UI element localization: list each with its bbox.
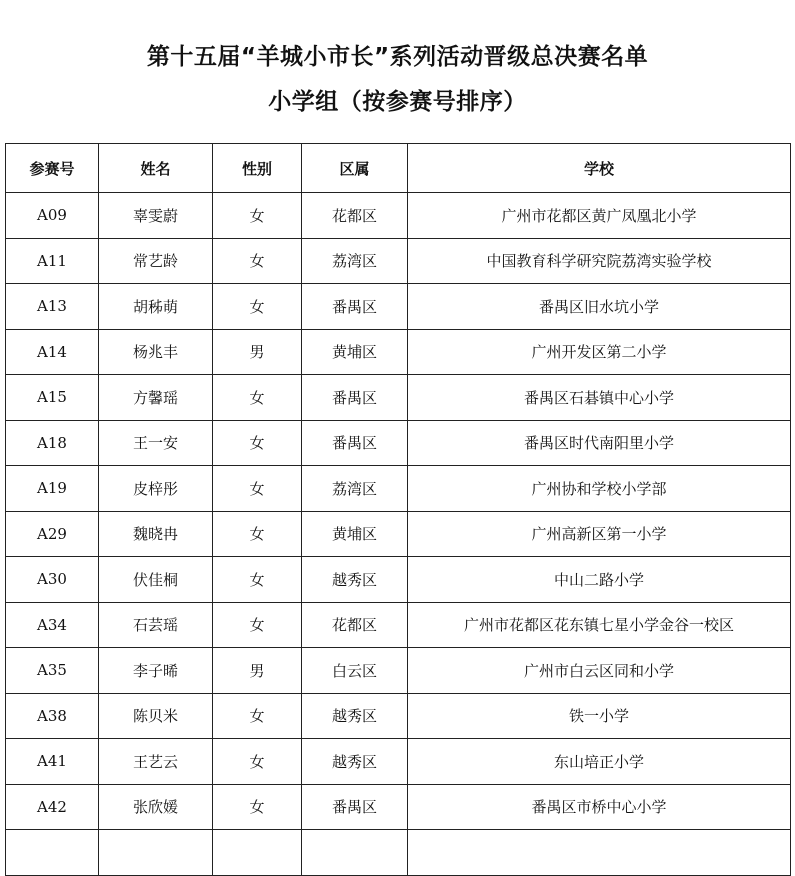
gender-cell: 女 [213, 693, 302, 739]
school-cell: 番禺区时代南阳里小学 [408, 420, 791, 466]
table-row [6, 602, 791, 648]
name-cell: 王艺云 [99, 739, 213, 785]
name-cell: 陈贝米 [99, 693, 213, 739]
name-cell: 张欣媛 [99, 784, 213, 830]
entry-number-cell: A34 [6, 602, 99, 648]
district-cell: 番禺区 [302, 784, 408, 830]
entry-number-cell: A38 [6, 693, 99, 739]
gender-cell: 男 [213, 329, 302, 375]
school-cell: 番禺区石碁镇中心小学 [408, 375, 791, 421]
table-row [6, 193, 791, 239]
table-row [6, 375, 791, 421]
table-row [6, 238, 791, 284]
entry-number-cell: A30 [6, 557, 99, 603]
school-cell: 东山培正小学 [408, 739, 791, 785]
table-row [6, 648, 791, 694]
gender-cell: 女 [213, 602, 302, 648]
school-cell: 铁一小学 [408, 693, 791, 739]
gender-cell: 女 [213, 238, 302, 284]
table-row [6, 693, 791, 739]
district-cell: 越秀区 [302, 693, 408, 739]
page-subtitle: 小学组（按参赛号排序） [268, 89, 527, 115]
table-row [6, 557, 791, 603]
school-cell: 广州市白云区同和小学 [408, 648, 791, 694]
entry-number-cell: A42 [6, 784, 99, 830]
gender-cell: 女 [213, 739, 302, 785]
name-cell: 魏晓冉 [99, 511, 213, 557]
school-cell: 番禺区市桥中心小学 [408, 784, 791, 830]
gender-cell: 女 [213, 784, 302, 830]
school-cell: 中国教育科学研究院荔湾实验学校 [408, 238, 791, 284]
name-cell: 李子晞 [99, 648, 213, 694]
table-body [6, 193, 791, 876]
name-cell: 伏佳桐 [99, 557, 213, 603]
name-cell: 胡秭萌 [99, 284, 213, 330]
school-cell: 广州协和学校小学部 [408, 466, 791, 512]
name-cell: 辜雯蔚 [99, 193, 213, 239]
district-cell: 番禺区 [302, 420, 408, 466]
district-cell: 番禺区 [302, 375, 408, 421]
school-cell: 番禺区旧水坑小学 [408, 284, 791, 330]
name-cell: 石芸瑶 [99, 602, 213, 648]
district-cell: 荔湾区 [302, 238, 408, 284]
district-cell: 黄埔区 [302, 329, 408, 375]
district-cell: 黄埔区 [302, 511, 408, 557]
empty-cell [302, 830, 408, 876]
gender-cell: 女 [213, 466, 302, 512]
entry-number-cell: A35 [6, 648, 99, 694]
header-entry-number: 参赛号 [6, 144, 99, 193]
district-cell: 花都区 [302, 193, 408, 239]
table-row-partial [6, 830, 791, 876]
table-row [6, 420, 791, 466]
gender-cell: 女 [213, 284, 302, 330]
gender-cell: 女 [213, 511, 302, 557]
page-title: 第十五届“羊城小市长”系列活动晋级总决赛名单 [146, 44, 649, 70]
header-name: 姓名 [99, 144, 213, 193]
district-cell: 花都区 [302, 602, 408, 648]
school-cell: 广州开发区第二小学 [408, 329, 791, 375]
school-cell: 广州市花都区黄广凤凰北小学 [408, 193, 791, 239]
district-cell: 白云区 [302, 648, 408, 694]
table-row [6, 739, 791, 785]
entry-number-cell: A29 [6, 511, 99, 557]
entry-number-cell: A14 [6, 329, 99, 375]
gender-cell: 女 [213, 420, 302, 466]
school-cell: 中山二路小学 [408, 557, 791, 603]
entry-number-cell: A19 [6, 466, 99, 512]
name-cell: 王一安 [99, 420, 213, 466]
school-cell: 广州高新区第一小学 [408, 511, 791, 557]
table-row [6, 284, 791, 330]
empty-cell [408, 830, 791, 876]
entry-number-cell: A18 [6, 420, 99, 466]
entry-number-cell: A11 [6, 238, 99, 284]
district-cell: 番禺区 [302, 284, 408, 330]
name-cell: 方馨瑶 [99, 375, 213, 421]
entry-number-cell: A41 [6, 739, 99, 785]
table-header-row [6, 144, 791, 193]
header-school: 学校 [408, 144, 791, 193]
table-row [6, 329, 791, 375]
empty-cell [213, 830, 302, 876]
school-cell: 广州市花都区花东镇七星小学金谷一校区 [408, 602, 791, 648]
entry-number-cell: A15 [6, 375, 99, 421]
gender-cell: 女 [213, 193, 302, 239]
table-row [6, 511, 791, 557]
table-row [6, 784, 791, 830]
gender-cell: 女 [213, 557, 302, 603]
gender-cell: 女 [213, 375, 302, 421]
name-cell: 常艺龄 [99, 238, 213, 284]
district-cell: 越秀区 [302, 739, 408, 785]
entry-number-cell: A13 [6, 284, 99, 330]
header-gender: 性别 [213, 144, 302, 193]
name-cell: 皮梓彤 [99, 466, 213, 512]
name-cell: 杨兆丰 [99, 329, 213, 375]
empty-cell [6, 830, 99, 876]
table-row [6, 466, 791, 512]
empty-cell [99, 830, 213, 876]
gender-cell: 男 [213, 648, 302, 694]
header-district: 区属 [302, 144, 408, 193]
entry-number-cell: A09 [6, 193, 99, 239]
district-cell: 荔湾区 [302, 466, 408, 512]
district-cell: 越秀区 [302, 557, 408, 603]
finalist-table [5, 143, 791, 876]
